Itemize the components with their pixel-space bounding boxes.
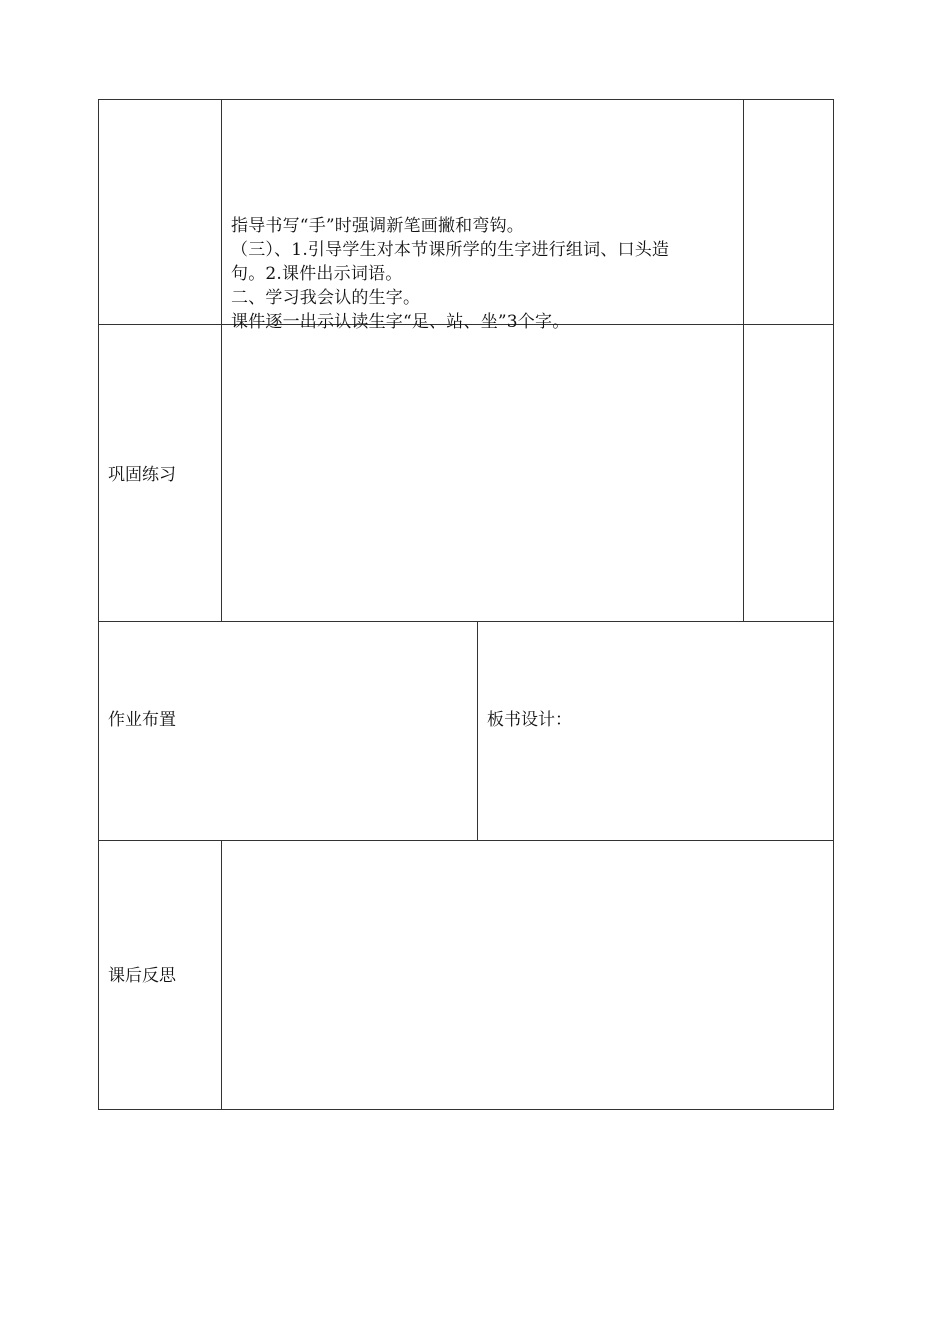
table-row-divider-3 xyxy=(98,840,834,841)
table-border-left xyxy=(98,99,99,1110)
table-col-divider-reflection xyxy=(221,840,222,1110)
teaching-process-text xyxy=(231,214,736,334)
table-col-divider-middle xyxy=(477,621,478,841)
text-line: （三）、1.引导学生对本节课所学的生字进行组词、口头造 xyxy=(231,240,670,260)
table-col-divider-label xyxy=(221,99,222,622)
table-border-right xyxy=(833,99,834,1110)
consolidation-practice-label: 巩固练习 xyxy=(108,465,176,485)
table-row-divider-2 xyxy=(98,621,834,622)
homework-label: 作业布置 xyxy=(108,710,176,730)
text-line: 指导书写“手”时强调新笔画撇和弯钩。 xyxy=(231,216,524,236)
post-class-reflection-label: 课后反思 xyxy=(108,966,176,986)
board-design-label: 板书设计： xyxy=(487,710,572,730)
text-line: 课件逐一出示认读生字“足、站、坐”3个字。 xyxy=(231,312,570,332)
text-line: 句。2.课件出示词语。 xyxy=(231,264,403,284)
table-border-top xyxy=(98,99,834,100)
text-line: 二、学习我会认的生字。 xyxy=(231,288,421,308)
table-border-bottom xyxy=(98,1109,834,1110)
table-col-divider-notes xyxy=(743,99,744,622)
